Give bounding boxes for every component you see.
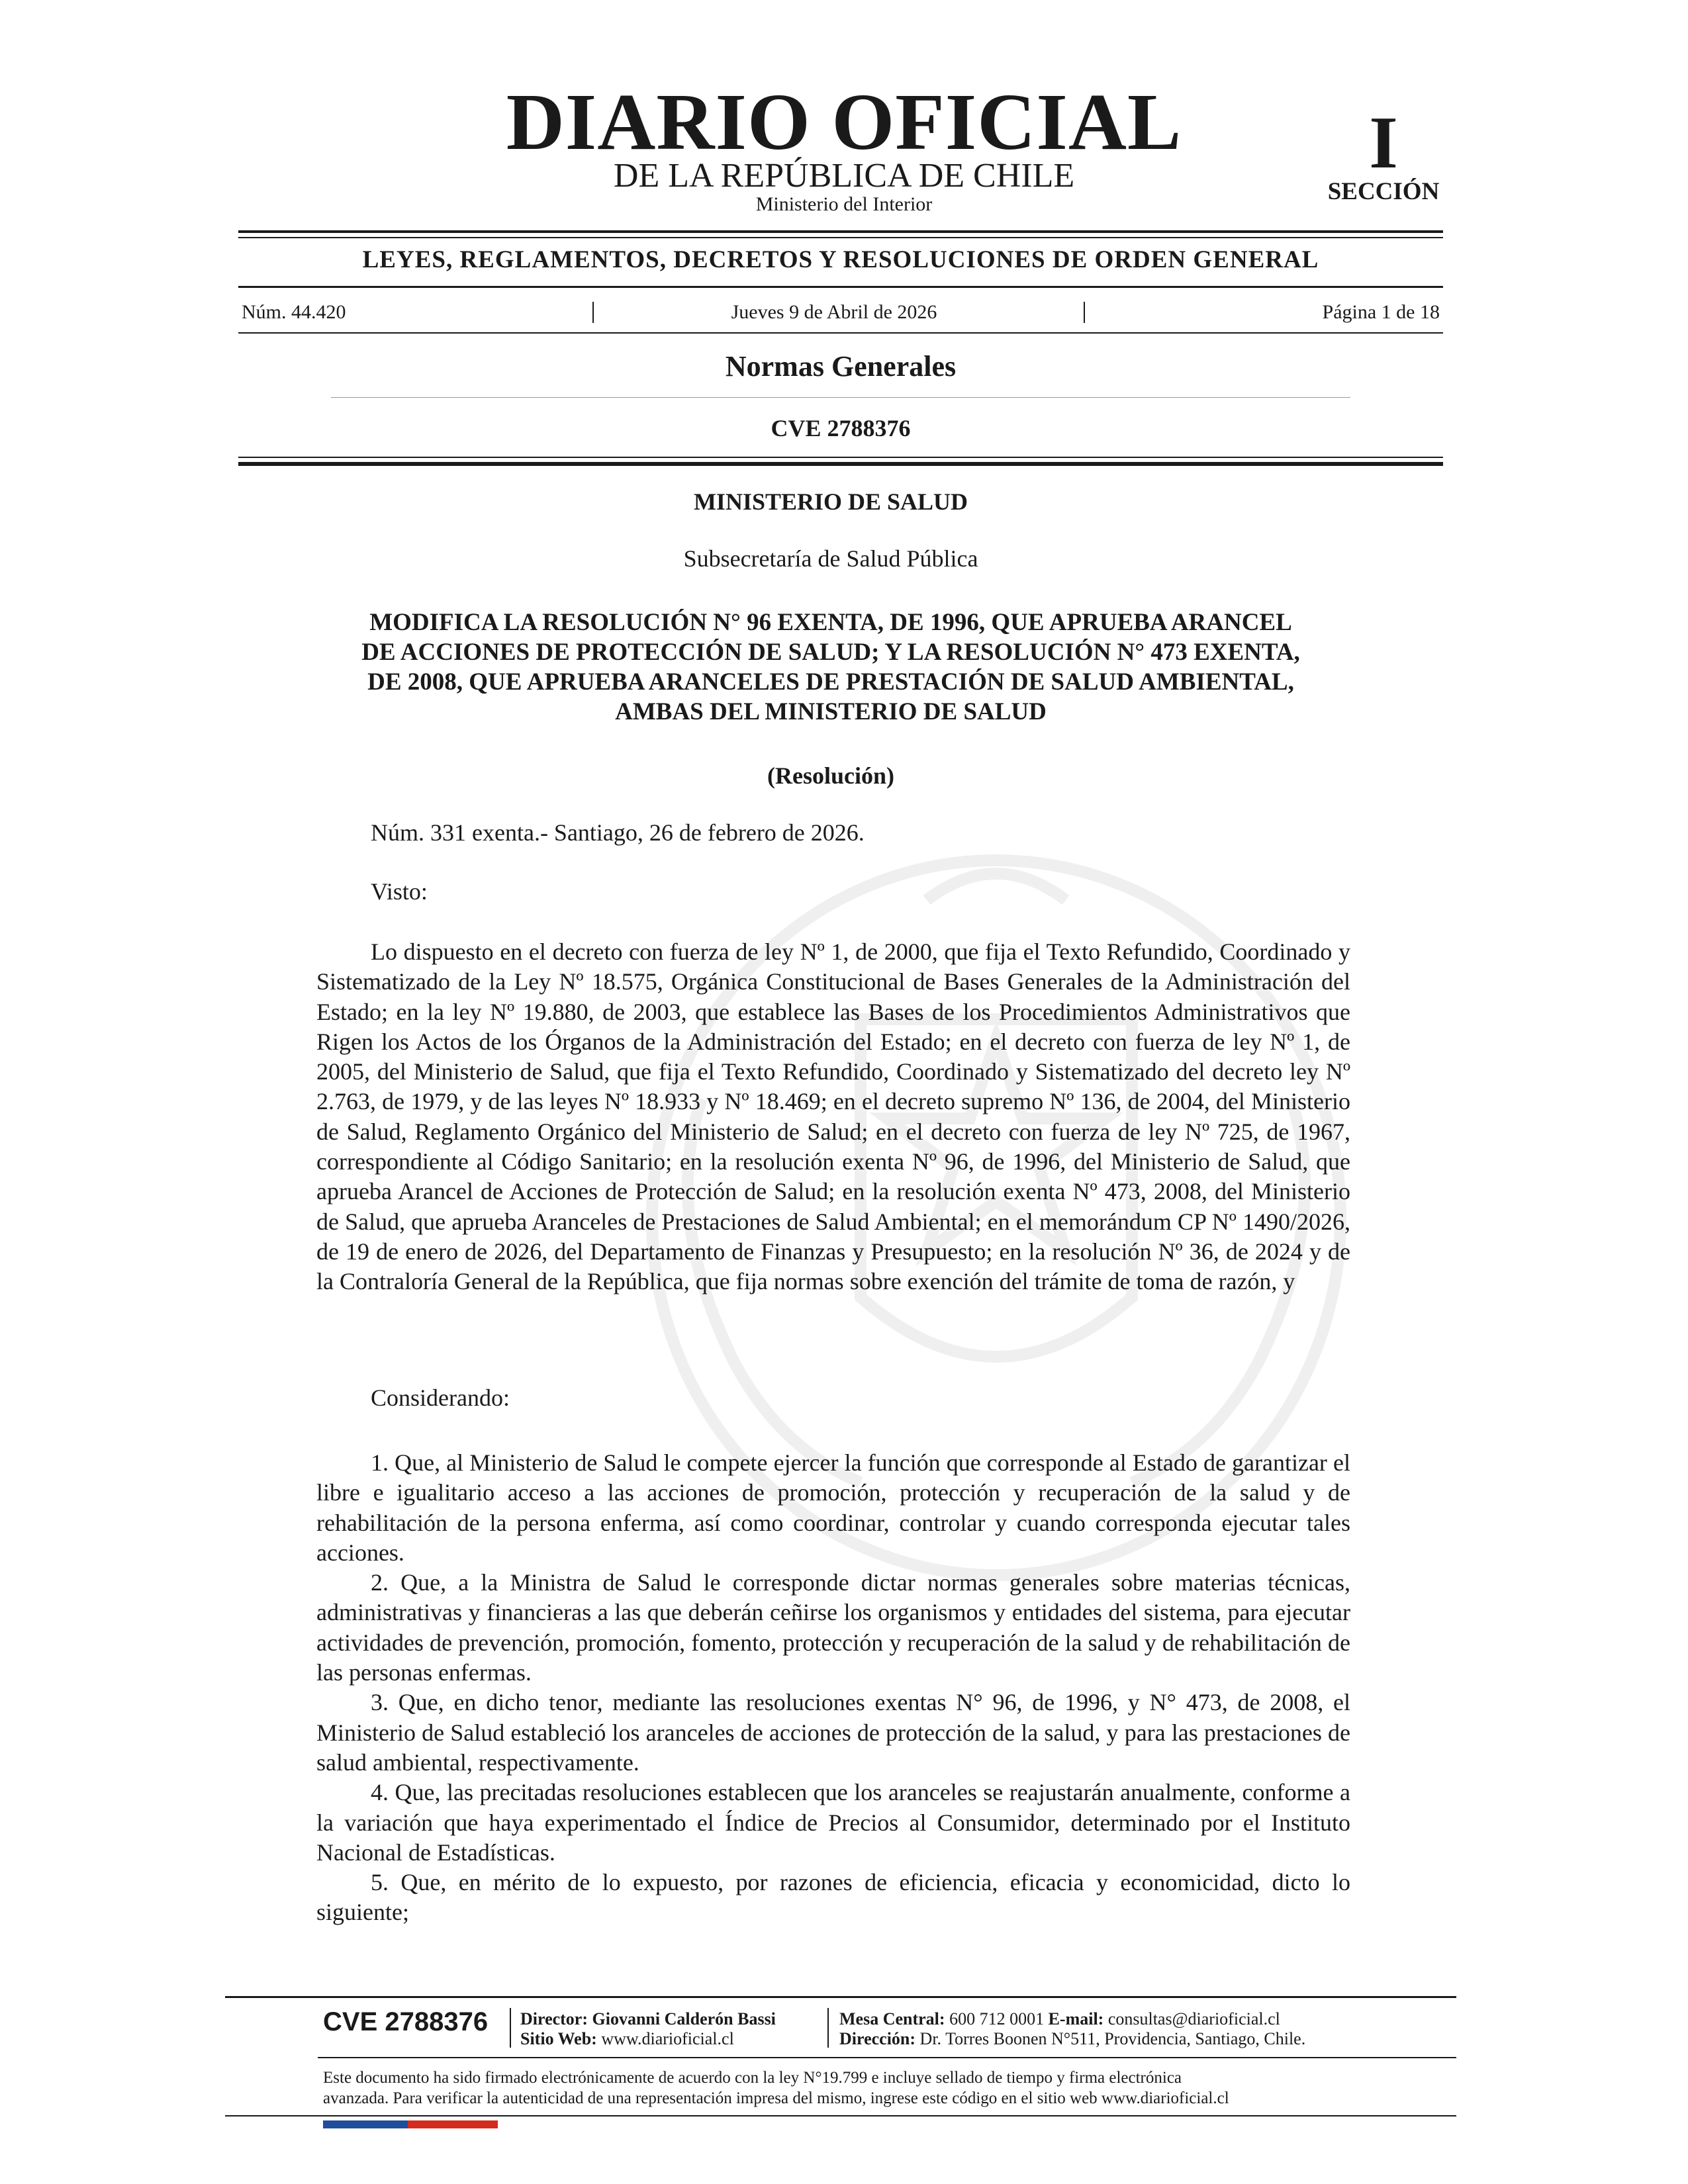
website-link[interactable]: www.diarioficial.cl	[601, 2029, 734, 2048]
resolution-title-line: DE 2008, QUE APRUEBA ARANCELES DE PRESTACIÓN DE SALUD AMBIENTAL,	[367, 668, 1294, 696]
considerando-item: 2. Que, a la Ministra de Salud le corresponde dictar normas generales sobre materias técnicas, administrativas y financieras a las que deberán ceñirse los organismos y entidades del sistema, para ejecutar actividades de prevención, promoción, fomento, protección y recuperación de la salud y de rehabilitación de las personas enfermas.	[316, 1569, 1350, 1686]
banner-bottom-rule	[238, 286, 1443, 288]
flag-stripe-blue	[323, 2120, 408, 2128]
legal-line: avanzada. Para verificar la autenticidad de una representación impresa del mismo, ingrese este código en el sitio web www.diarioficial.cl	[323, 2089, 1229, 2107]
footer-top-rule	[225, 1996, 1456, 1998]
email-label: E-mail:	[1048, 2009, 1104, 2028]
newspaper-subtitle: DE LA REPÚBLICA DE CHILE	[613, 157, 1075, 195]
banner-top-rule	[238, 230, 1443, 233]
visto-heading: Visto:	[371, 878, 428, 905]
director-name: Giovanni Calderón Bassi	[592, 2009, 776, 2028]
footer-divider	[510, 2008, 511, 2048]
section-title: Normas Generales	[725, 350, 957, 383]
phone-label: Mesa Central:	[839, 2009, 945, 2028]
resolution-number-line: Núm. 331 exenta.- Santiago, 26 de febrero de 2026.	[371, 819, 865, 846]
meta-divider	[1084, 302, 1085, 323]
section-number: I	[1369, 102, 1398, 184]
issue-date: Jueves 9 de Abril de 2026	[731, 301, 937, 323]
considerando-item: 1. Que, al Ministerio de Salud le compete ejercer la función que corresponde al Estado de garantizar el libre e igualitario acceso a las acciones de promoción, protección y recuperación de la salud y de rehabilitación de la persona enferma, así como coordinar, controlar y cuando corresponda ejecutar tales acciones.	[316, 1449, 1350, 1566]
header-bottom-rule-thin	[238, 457, 1443, 458]
footer-contact	[839, 2009, 1280, 2029]
footer-divider	[827, 2008, 829, 2048]
footer-bottom-rule	[225, 2115, 1456, 2116]
newspaper-ministry: Ministerio del Interior	[755, 193, 933, 215]
issuing-ministry: MINISTERIO DE SALUD	[693, 488, 968, 515]
resolution-title-line: AMBAS DEL MINISTERIO DE SALUD	[615, 698, 1047, 725]
flag-stripe-red	[408, 2120, 498, 2128]
issuing-subsecretariat: Subsecretaría de Salud Pública	[683, 545, 978, 572]
footer-address	[839, 2029, 1305, 2049]
footer-cve-code: CVE 2788376	[323, 2007, 489, 2036]
footer-middle-rule	[318, 2057, 1456, 2058]
footer-legal-notice	[323, 2068, 1448, 2109]
header-bottom-rule	[238, 462, 1443, 466]
footer-website	[520, 2029, 734, 2049]
considerando-list	[316, 1448, 1350, 1928]
page-counter: Página 1 de 18	[1322, 301, 1440, 323]
issue-number: Núm. 44.420	[242, 301, 346, 323]
address-value: Dr. Torres Boonen N°511, Providencia, Santiago, Chile.	[919, 2029, 1306, 2048]
director-label: Director:	[520, 2009, 588, 2028]
section-divider	[331, 397, 1350, 398]
considerando-heading: Considerando:	[371, 1385, 510, 1411]
section-label: SECCIÓN	[1327, 178, 1440, 205]
visto-paragraph: Lo dispuesto en el decreto con fuerza de ley Nº 1, de 2000, que fija el Texto Refundido, Coordinado y Sistematizado de la Ley Nº 18.575, Orgánica Constitucional de Bases Generales de la Administración del Estado; en la ley Nº 19.880, de 2003, que establece las Bases de los Procedimientos Administrativos que Rigen los Actos de los Órganos de la Administración del Estado; en el decreto con fuerza de ley Nº 1, de 2005, del Ministerio de Salud, que fija el Texto Refundido, Coordinado y Sistematizado del decreto ley Nº 2.763, de 1979, y de las leyes Nº 18.933 y Nº 18.469; en el decreto supremo Nº 136, de 2004, del Ministerio de Salud, Reglamento Orgánico del Ministerio de Salud; en el decreto con fuerza de ley Nº 725, de 1967, correspondiente al Código Sanitario; en la resolución exenta Nº 96, de 1996, del Ministerio de Salud, que aprueba Arancel de Acciones de Protección de Salud; en la resolución exenta Nº 473, 2008, del Ministerio de Salud, que aprueba Aranceles de Prestaciones de Salud Ambiental; en el memorándum CP Nº 1490/2026, de 19 de enero de 2026, del Departamento de Finanzas y Presupuesto; en la resolución Nº 36, de 2024 y de la Contraloría General de la República, que fija normas sobre exención del trámite de toma de razón, y	[316, 938, 1350, 1295]
resolution-title-line: MODIFICA LA RESOLUCIÓN N° 96 EXENTA, DE 1996, QUE APRUEBA ARANCEL	[369, 609, 1292, 636]
meta-divider	[592, 302, 594, 323]
document-type: (Resolución)	[767, 762, 894, 789]
website-label: Sitio Web:	[520, 2029, 597, 2048]
cve-code: CVE 2788376	[771, 415, 911, 441]
legal-line: Este documento ha sido firmado electrónicamente de acuerdo con la ley N°19.799 e incluye sellado de tiempo y firma electrónica	[323, 2069, 1182, 2087]
phone-number: 600 712 0001	[949, 2009, 1045, 2028]
banner-text: LEYES, REGLAMENTOS, DECRETOS Y RESOLUCIONES DE ORDEN GENERAL	[362, 246, 1319, 273]
meta-bottom-rule	[238, 332, 1443, 334]
address-label: Dirección:	[839, 2029, 916, 2048]
newspaper-title: DIARIO OFICIAL	[506, 77, 1182, 167]
considerando-item: 5. Que, en mérito de lo expuesto, por razones de eficiencia, eficacia y economicidad, dicto lo siguiente;	[316, 1869, 1350, 1926]
email-link[interactable]: consultas@diarioficial.cl	[1107, 2009, 1280, 2028]
considerando-item: 3. Que, en dicho tenor, mediante las resoluciones exentas N° 96, de 1996, y N° 473, de 2008, el Ministerio de Salud estableció los aranceles de acciones de protección de la salud, y para las prestaciones de salud ambiental, respectivamente.	[316, 1689, 1350, 1776]
considerando-item: 4. Que, las precitadas resoluciones establecen que los aranceles se reajustarán anualmente, conforme a la variación que haya experimentado el Índice de Precios al Consumidor, determinado por el Instituto Nacional de Estadísticas.	[316, 1779, 1350, 1866]
resolution-title	[311, 608, 1350, 727]
footer-director	[520, 2009, 776, 2029]
resolution-title-line: DE ACCIONES DE PROTECCIÓN DE SALUD; Y LA RESOLUCIÓN N° 473 EXENTA,	[361, 639, 1300, 666]
banner-top-rule-thin	[238, 237, 1443, 238]
